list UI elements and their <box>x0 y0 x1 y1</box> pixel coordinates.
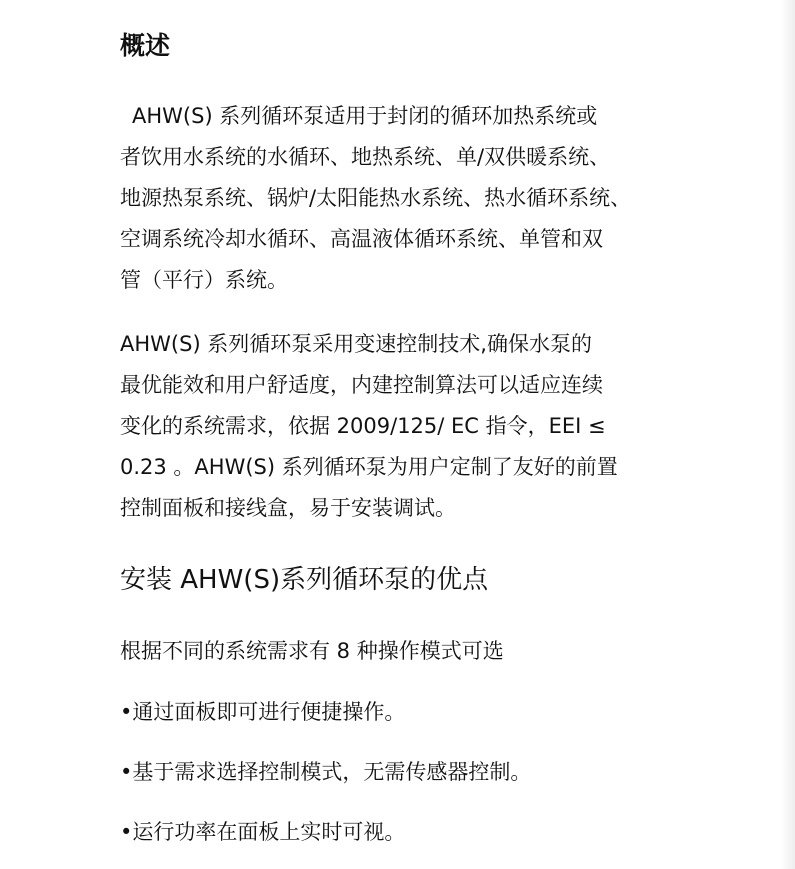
section-heading-overview: 概述 <box>120 31 171 60</box>
paragraph-line: 变化的系统需求，依据 2009/125/ EC 指令，EEI ≤ <box>120 414 606 438</box>
paragraph-line: 控制面板和接线盒，易于安装调试。 <box>120 496 456 520</box>
paragraph-line: 管（平行）系统。 <box>120 268 288 292</box>
paragraph-line: 空调系统冷却水循环、高温液体循环系统、单管和双 <box>120 227 603 251</box>
bullet-item: •通过面板即可进行便捷操作。 <box>120 700 406 724</box>
overview-paragraph-2 <box>120 324 680 529</box>
paragraph-line: 地源热泵系统、锅炉/太阳能热水系统、热水循环系统、 <box>120 186 632 210</box>
section-heading-advantages: 安装 AHW(S)系列循环泵的优点 <box>120 565 489 595</box>
paragraph-line: AHW(S) 系列循环泵采用变速控制技术,确保水泵的 <box>120 332 592 356</box>
paragraph-line: 0.23 。AHW(S) 系列循环泵为用户定制了友好的前置 <box>120 455 618 479</box>
modes-text: 根据不同的系统需求有 8 种操作模式可选 <box>120 639 504 663</box>
page-edge-shadow <box>781 0 795 869</box>
paragraph-line: 最优能效和用户舒适度，内建控制算法可以适应连续 <box>120 373 603 397</box>
paragraph-line: AHW(S) 系列循环泵适用于封闭的循环加热系统或 <box>132 104 598 128</box>
bullet-item: •基于需求选择控制模式，无需传感器控制。 <box>120 760 532 784</box>
paragraph-line: 者饮用水系统的水循环、地热系统、单/双供暖系统、 <box>120 145 611 169</box>
overview-paragraph-1 <box>120 96 680 301</box>
bullet-item: •运行功率在面板上实时可视。 <box>120 820 406 844</box>
